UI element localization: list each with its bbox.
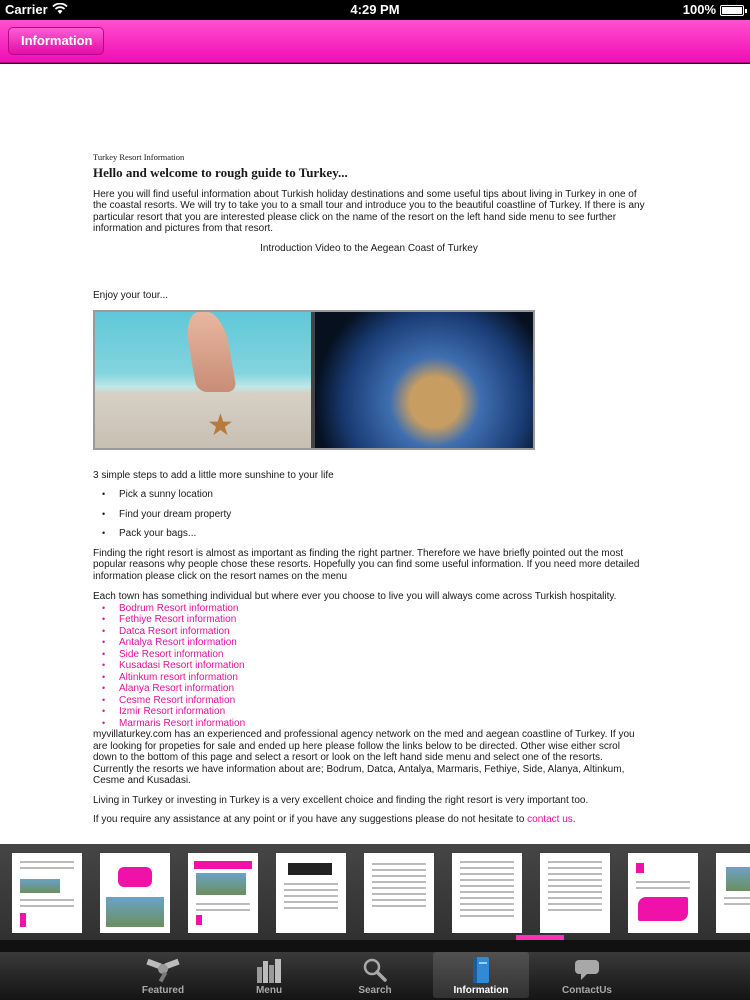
- enjoy-text: Enjoy your tour...: [93, 290, 169, 301]
- resort-link-izmir[interactable]: • Izmir Resort information: [93, 706, 645, 718]
- back-button-label: Information: [21, 33, 93, 48]
- magnifier-icon: [327, 956, 423, 984]
- doc-heading: Hello and welcome to rough guide to Turkey...: [93, 164, 348, 180]
- resort-link-marmaris[interactable]: • Marmaris Resort information: [93, 718, 645, 730]
- tab-search[interactable]: [327, 952, 423, 998]
- tab-label: Menu: [255, 985, 283, 996]
- content-area[interactable]: [0, 64, 750, 844]
- satellite-icon: [115, 956, 211, 984]
- page-thumbnail[interactable]: [188, 853, 258, 933]
- resort-link-kusadasi[interactable]: • Kusadasi Resort information: [93, 660, 645, 672]
- page-thumbnail[interactable]: [276, 853, 346, 933]
- resort-link-side[interactable]: • Side Resort information: [93, 649, 645, 661]
- navigation-bar: [0, 20, 750, 63]
- assist-end: .: [572, 814, 576, 825]
- page-thumbnail[interactable]: [716, 853, 750, 933]
- strip-track: [0, 940, 750, 952]
- speech-bubble-icon: [539, 956, 635, 984]
- runner-image: [183, 312, 237, 392]
- battery-percent: 100%: [682, 2, 716, 17]
- resort-link-bodrum[interactable]: • Bodrum Resort information: [93, 603, 645, 615]
- page-thumbnail[interactable]: [540, 853, 610, 933]
- doc-small-title: Turkey Resort Information: [93, 152, 185, 162]
- list-item: • Pack your bags...: [93, 528, 645, 540]
- tab-label: Search: [358, 985, 392, 996]
- assist-paragraph: [93, 814, 645, 826]
- steps-list: [93, 489, 645, 540]
- video-caption: Introduction Video to the Aegean Coast of Turkey: [260, 242, 478, 254]
- tab-information[interactable]: [433, 952, 529, 998]
- tab-contactus[interactable]: [539, 952, 635, 998]
- document: [93, 152, 645, 826]
- tab-menu[interactable]: [221, 952, 317, 998]
- resort-link-altinkum[interactable]: • Altinkum resort information: [93, 672, 645, 684]
- page-thumbnail[interactable]: [100, 853, 170, 933]
- clock: 4:29 PM: [350, 2, 400, 17]
- town-paragraph: Each town has something individual but where ever you choose to live you will always come across Turkish hospitality.: [93, 591, 617, 602]
- list-item: • Pick a sunny location: [93, 489, 645, 501]
- page-thumbnail[interactable]: [12, 853, 82, 933]
- resort-link-alanya[interactable]: • Alanya Resort information: [93, 683, 645, 695]
- tab-featured[interactable]: [115, 952, 211, 998]
- assist-text: If you require any assistance at any point or if you have any suggestions please do not hesitate to: [93, 814, 525, 825]
- steps-title: 3 simple steps to add a little more sunshine to your life: [93, 469, 334, 481]
- tab-bar: [0, 952, 750, 1000]
- status-bar: [0, 0, 750, 20]
- resort-link-antalya[interactable]: • Antalya Resort information: [93, 637, 645, 649]
- page-thumbnail[interactable]: [364, 853, 434, 933]
- tab-label: Featured: [141, 985, 185, 996]
- back-button[interactable]: [8, 27, 104, 55]
- living-paragraph: Living in Turkey or investing in Turkey is a very excellent choice and finding the right resort is very important too.: [93, 794, 589, 806]
- resort-link-datca[interactable]: • Datca Resort information: [93, 626, 645, 638]
- page-thumbnail[interactable]: [628, 853, 698, 933]
- video-frame-beach: [95, 312, 311, 448]
- intro-paragraph: Here you will find useful information about Turkish holiday destinations and some useful tips about living in Turkey in one of the coastal resorts. We will try to take you to a small tour and introduce you to the beautiful coastline of Turkey. If there is any particular resort that you are interested please click on the name of the resort on the left hand side menu to see further information and pictures from that resort.: [93, 188, 645, 234]
- video-frame-globe: [315, 312, 533, 448]
- resort-links: [93, 603, 645, 730]
- city-icon: [221, 956, 317, 984]
- resort-paragraph: Finding the right resort is almost as important as finding the right partner. Therefore we have briefly pointed out the most popular reasons why people chose these resorts. Hopefully you can find some useful information. If you need more detailed information please click on the resort names on the menu: [93, 547, 640, 582]
- resort-link-cesme[interactable]: • Cesme Resort information: [93, 695, 645, 707]
- contact-us-link[interactable]: contact us: [527, 814, 573, 825]
- book-icon: [433, 956, 529, 984]
- tab-label: ContactUs: [561, 985, 612, 996]
- list-item: • Find your dream property: [93, 509, 645, 521]
- battery-icon: [720, 5, 744, 16]
- page-thumbnail[interactable]: [452, 853, 522, 933]
- starfish-icon: ★: [207, 408, 234, 442]
- page-thumbnail-strip[interactable]: [0, 844, 750, 952]
- resort-link-fethiye[interactable]: • Fethiye Resort information: [93, 614, 645, 626]
- carrier-label: Carrier: [5, 2, 48, 17]
- agency-paragraph: myvillaturkey.com has an experienced and professional agency network on the med and aegean coastline of Turkey. If you are looking for propeties for sale and ended up here please follow the links below to be directed. Other wise either scrol down to the bottom of this page and select a resort or look on the left hand side menu and select one of the resorts. Currently the resorts we have information about are; Bodrum, Datca, Antalya, Marmaris, Fethiye, Side, Alanya, Altinkum, Cesme and Kusadasi.: [93, 729, 635, 786]
- tab-label: Information: [453, 985, 509, 996]
- intro-video[interactable]: [93, 310, 535, 450]
